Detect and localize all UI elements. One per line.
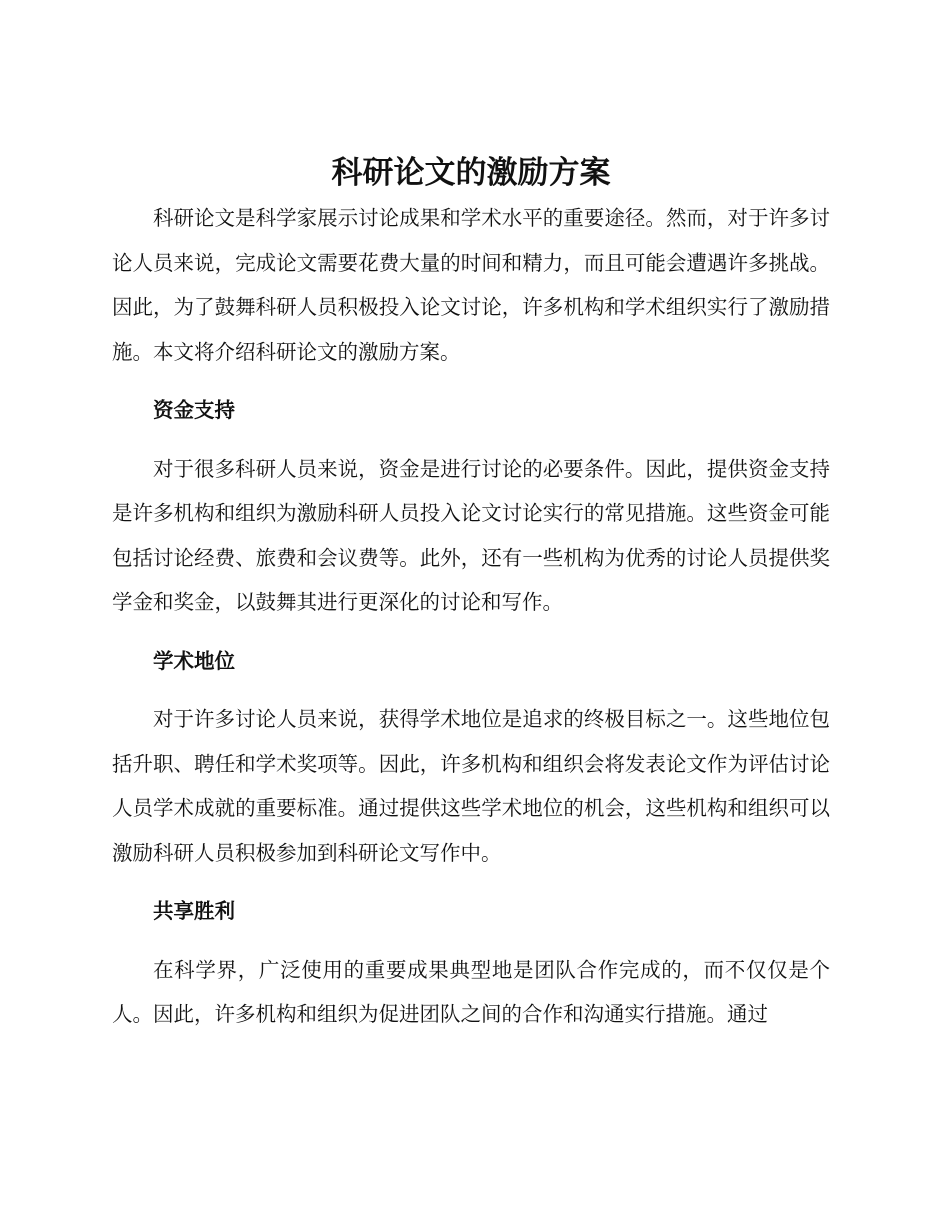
document-title: 科研论文的激励方案 [331,155,611,191]
section-body-funding: 对于很多科研人员来说，资金是进行讨论的必要条件。因此，提供资金支持是许多机构和组织为激励科研人员投入论文讨论实行的常见措施。这些资金可能包括讨论经费、旅费和会议费等。此外，还有一些机构为优秀的讨论人员提供奖学金和奖金，以鼓舞其进行更深化的讨论和写作。 [112,456,830,614]
section-heading-funding: 资金支持 [153,398,235,422]
document-page [112,150,830,1037]
section-body-academic-status: 对于许多讨论人员来说，获得学术地位是追求的终极目标之一。这些地位包括升职、聘任和学术奖项等。因此，许多机构和组织会将发表论文作为评估讨论人员学术成就的重要标准。通过提供这些学术地位的机会，这些机构和组织可以激励科研人员积极参加到科研论文写作中。 [112,707,830,865]
section-body-shared-success: 在科学界，广泛使用的重要成果典型地是团队合作完成的，而不仅仅是个人。因此，许多机构和组织为促进团队之间的合作和沟通实行措施。通过 [112,957,830,1026]
intro-paragraph: 科研论文是科学家展示讨论成果和学术水平的重要途径。然而，对于许多讨论人员来说，完成论文需要花费大量的时间和精力，而且可能会遭遇许多挑战。因此，为了鼓舞科研人员积极投入论文讨论，许多机构和学术组织实行了激励措施。本文将介绍科研论文的激励方案。 [112,206,830,364]
section-heading-academic-status: 学术地位 [153,648,235,673]
section-heading-shared-success: 共享胜利 [153,899,235,923]
